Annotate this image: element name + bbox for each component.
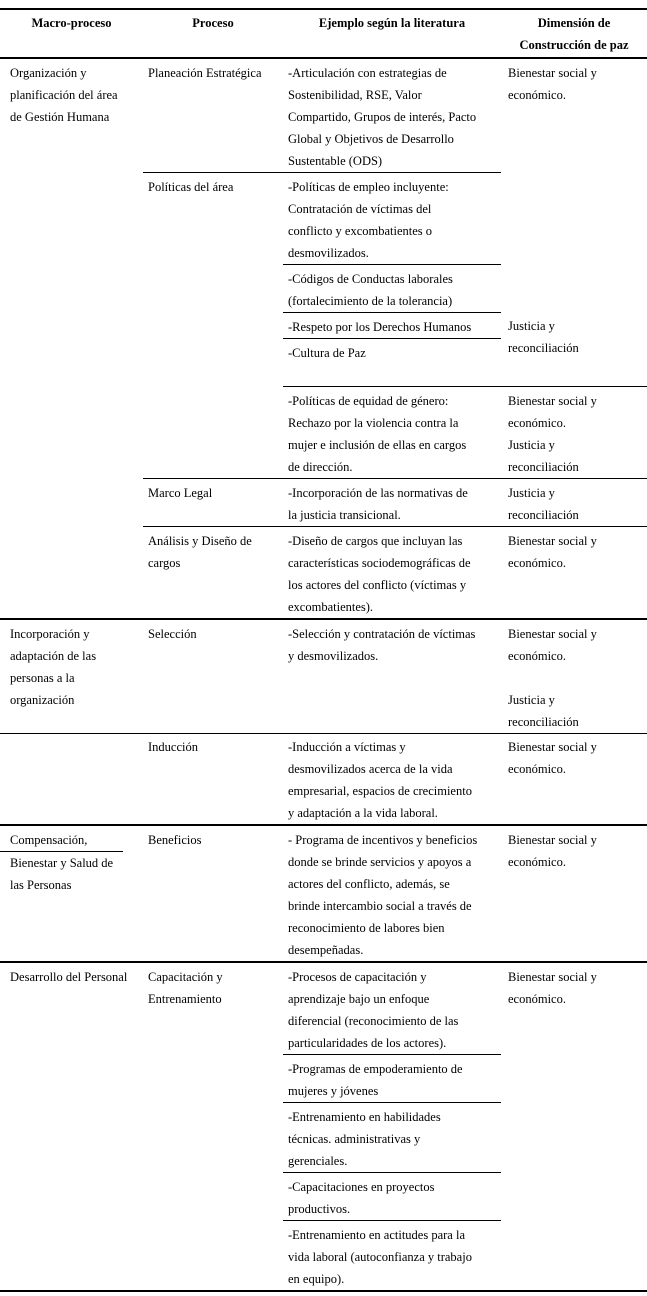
example-cell: [283, 172, 501, 264]
text-line: económico.: [508, 416, 566, 430]
table-row: [283, 264, 647, 312]
dimension-cell: [501, 479, 647, 526]
text-line: Políticas del área: [148, 180, 234, 194]
text-line: Inducción: [148, 740, 198, 754]
text-line: económico.: [508, 992, 566, 1006]
table-row: [283, 1054, 647, 1102]
text-line: Dimensión de: [537, 16, 611, 30]
example-cell: [283, 1172, 501, 1220]
text-line: -Incorporación de las normativas de: [288, 486, 468, 500]
text-line: -Articulación con estrategias de: [288, 66, 447, 80]
text-line: económico.: [508, 556, 566, 570]
text-line: reconciliación: [508, 341, 579, 355]
example-cell: [283, 338, 501, 386]
text-line: Bienestar social y: [508, 740, 597, 754]
text-line: Rechazo por la violencia contra la: [288, 416, 459, 430]
header-macro-proceso: Macro-proceso: [31, 16, 112, 30]
text-line: Selección: [148, 627, 197, 641]
text-line: Justicia y: [508, 486, 555, 500]
process-row-marco-legal: [143, 478, 647, 526]
text-line: -Programas de empoderamiento de: [288, 1062, 463, 1076]
text-line: -Entrenamiento en habilidades: [288, 1110, 441, 1124]
text-line: Bienestar social y: [508, 833, 597, 847]
dimension-cell: [501, 312, 647, 355]
example-cell: [283, 826, 501, 961]
text-line: cargos: [148, 556, 181, 570]
text-line: [288, 364, 495, 386]
process-cell: [143, 620, 283, 733]
text-line: la justicia transicional.: [288, 508, 401, 522]
text-line: donde se brinde servicios y apoyos a: [288, 855, 472, 869]
example-cell: [283, 479, 501, 526]
text-line: Bienestar social y: [508, 534, 597, 548]
text-line: reconciliación: [508, 715, 579, 729]
example-cell: [283, 387, 501, 478]
section-organizacion-planificacion: [0, 57, 647, 618]
text-line: actores del conflicto, además, se: [288, 877, 450, 891]
text-line: brinde intercambio social a través de: [288, 899, 472, 913]
example-groups: [283, 620, 647, 733]
example-cell: [283, 1102, 501, 1172]
table-row: [283, 963, 647, 1054]
table-row: [283, 1102, 647, 1172]
table-row: [283, 620, 647, 733]
example-groups: [283, 59, 647, 172]
macro-process-table: [0, 8, 647, 1292]
table-row: [283, 479, 647, 526]
example-cell: [283, 59, 501, 172]
text-line: mujeres y jóvenes: [288, 1084, 379, 1098]
text-line: Bienestar social y: [508, 66, 597, 80]
text-line: desmovilizados.: [288, 246, 369, 260]
text-line: Planeación Estratégica: [148, 66, 262, 80]
table-row: [283, 59, 647, 172]
macro-process-cell: [0, 826, 143, 961]
table-row: [283, 1172, 647, 1220]
example-groups: [283, 172, 647, 478]
process-cell: [143, 826, 283, 961]
example-cell: [283, 620, 501, 733]
text-line: y desmovilizados.: [288, 649, 379, 663]
text-line: de Gestión Humana: [10, 110, 110, 124]
process-cell: [143, 479, 283, 526]
process-cell: [143, 963, 283, 1290]
text-line: Contratación de víctimas del: [288, 202, 432, 216]
table-header-row: [0, 10, 647, 57]
text-line: de dirección.: [288, 460, 353, 474]
header-dimension: [501, 12, 647, 56]
text-line: Bienestar social y: [508, 394, 597, 408]
macro-process-cell: [0, 59, 143, 618]
text-line: -Capacitaciones en proyectos: [288, 1180, 435, 1194]
text-line: económico.: [508, 649, 566, 663]
process-rows: [143, 826, 647, 961]
example-groups: [283, 479, 647, 526]
example-cell: [283, 1220, 501, 1290]
text-line: Marco Legal: [148, 486, 213, 500]
dimension-cell: [501, 733, 647, 824]
text-line: -Políticas de equidad de género:: [288, 394, 449, 408]
text-line: técnicas. administrativas y: [288, 1132, 421, 1146]
text-line: Sustentable (ODS): [288, 154, 383, 168]
dimension-cell: [501, 1220, 647, 1290]
text-line: -Inducción a víctimas y: [288, 740, 406, 754]
dimension-cell: [501, 1102, 647, 1172]
text-line: -Entrenamiento en actitudes para la: [288, 1228, 466, 1242]
process-cell: [143, 733, 283, 824]
text-line: diferencial (reconocimiento de las: [288, 1014, 459, 1028]
process-row-analisis-diseno: [143, 526, 647, 618]
text-line: personas a la: [10, 671, 75, 685]
example-cell: [283, 1054, 501, 1102]
text-line: desmovilizados acerca de la vida: [288, 762, 453, 776]
text-line: Compensación,: [0, 829, 123, 852]
text-line: Bienestar social y: [508, 627, 597, 641]
text-line: aprendizaje bajo un enfoque: [288, 992, 430, 1006]
header-ejemplo: Ejemplo según la literatura: [318, 16, 466, 30]
table-row: [283, 733, 647, 824]
text-line: las Personas: [10, 878, 72, 892]
dimension-cell: [501, 527, 647, 618]
example-cell: [283, 733, 501, 824]
text-line: -Selección y contratación de víctimas: [288, 627, 476, 641]
text-line: Beneficios: [148, 833, 202, 847]
text-line: Justicia y: [508, 693, 555, 707]
text-line: Análisis y Diseño de: [148, 534, 252, 548]
process-row-politicas: [143, 172, 647, 478]
text-line: productivos.: [288, 1202, 351, 1216]
text-line: reconocimiento de labores bien: [288, 921, 445, 935]
dimension-cell: [501, 1172, 647, 1220]
dimension-cell: [501, 963, 647, 1054]
example-cell: [283, 963, 501, 1054]
text-line: organización: [10, 693, 75, 707]
dimension-cell: [501, 387, 647, 478]
text-line: planificación del área: [10, 88, 118, 102]
process-row-seleccion: [143, 620, 647, 733]
dimension-cell: [501, 172, 647, 264]
text-line: Organización y: [10, 66, 87, 80]
table-row: [283, 172, 647, 264]
text-line: conflicto y excombatientes o: [288, 224, 433, 238]
text-line: los actores del conflicto (víctimas y: [288, 578, 467, 592]
text-line: reconciliación: [508, 508, 579, 522]
text-line: Global y Objetivos de Desarrollo: [288, 132, 454, 146]
process-row-capacitacion: [143, 963, 647, 1290]
text-line: Bienestar social y: [508, 970, 597, 984]
text-line: Entrenamiento: [148, 992, 222, 1006]
text-line: Construcción de paz: [519, 38, 629, 52]
header-proceso: Proceso: [192, 16, 234, 30]
dimension-cell: [501, 620, 647, 733]
process-cell: [143, 527, 283, 618]
text-line: reconciliación: [508, 460, 579, 474]
text-line: económico.: [508, 855, 566, 869]
text-line: Justicia y: [508, 319, 555, 333]
text-line: económico.: [508, 88, 566, 102]
text-line: características sociodemográficas de: [288, 556, 471, 570]
text-line: -Diseño de cargos que incluyan las: [288, 534, 463, 548]
text-line: -Códigos de Conductas laborales: [288, 272, 453, 286]
process-cell: [143, 172, 283, 478]
example-groups: [283, 733, 647, 824]
table-row: [283, 1220, 647, 1290]
text-line: -Cultura de Paz: [288, 346, 366, 360]
text-line: Compartido, Grupos de interés, Pacto: [288, 110, 477, 124]
text-line: económico.: [508, 762, 566, 776]
process-rows: [143, 620, 647, 824]
process-row-beneficios: [143, 826, 647, 961]
text-line: Incorporación y: [10, 627, 90, 641]
process-row-induccion: [143, 733, 647, 824]
text-line: gerenciales.: [288, 1154, 348, 1168]
text-line: excombatientes).: [288, 600, 374, 614]
example-groups: [283, 527, 647, 618]
text-line: -Respeto por los Derechos Humanos: [288, 320, 472, 334]
text-line: -Políticas de empleo incluyente:: [288, 180, 449, 194]
section-incorporacion-adaptacion: [0, 618, 647, 824]
text-line: Sostenibilidad, RSE, Valor: [288, 88, 422, 102]
text-line: Bienestar y Salud de: [10, 856, 114, 870]
text-line: Justicia y: [508, 438, 555, 452]
dimension-cell: [501, 338, 647, 386]
text-line: (fortalecimiento de la tolerancia): [288, 294, 453, 308]
text-line: desempeñadas.: [288, 943, 364, 957]
table-row: [283, 527, 647, 618]
table-row: [283, 386, 647, 478]
text-line: particularidades de los actores).: [288, 1036, 447, 1050]
example-cell: [283, 527, 501, 618]
text-line: - Programa de incentivos y beneficios: [288, 833, 478, 847]
example-groups: [283, 963, 647, 1290]
process-rows: [143, 963, 647, 1290]
process-rows: [143, 59, 647, 618]
dimension-cell: [501, 59, 647, 172]
table-row: [283, 338, 647, 386]
section-desarrollo-personal: [0, 961, 647, 1290]
example-cell: [283, 312, 501, 338]
macro-process-cell: [0, 620, 143, 824]
text-line: Capacitación y: [148, 970, 223, 984]
text-line: vida laboral (autoconfianza y trabajo: [288, 1250, 472, 1264]
text-line: y adaptación a la vida laboral.: [288, 806, 438, 820]
section-compensacion-bienestar: [0, 824, 647, 961]
text-line: mujer e inclusión de ellas en cargos: [288, 438, 467, 452]
macro-process-cell: [0, 963, 143, 1290]
dimension-cell: [501, 1054, 647, 1102]
dimension-cell: [501, 264, 647, 312]
text-line: Desarrollo del Personal: [10, 970, 128, 984]
example-groups: [283, 826, 647, 961]
text-line: -Procesos de capacitación y: [288, 970, 427, 984]
process-row-planeacion: [143, 59, 647, 172]
table-row: [283, 826, 647, 961]
dimension-cell: [501, 826, 647, 961]
text-line: en equipo).: [288, 1272, 345, 1286]
text-line: [508, 667, 643, 689]
text-line: adaptación de las: [10, 649, 97, 663]
process-cell: [143, 59, 283, 172]
example-cell: [283, 264, 501, 312]
text-line: empresarial, espacios de crecimiento: [288, 784, 472, 798]
